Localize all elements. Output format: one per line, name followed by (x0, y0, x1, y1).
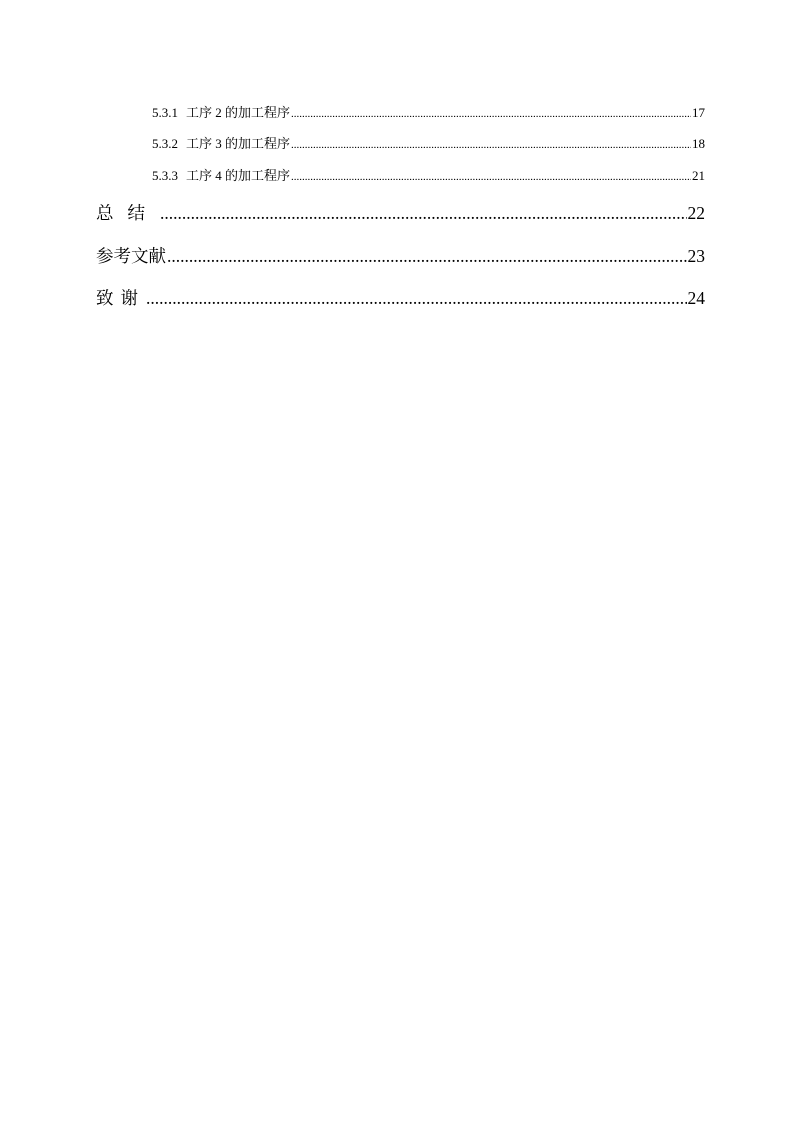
toc-entry-text: 总结 (96, 203, 159, 223)
dot-leader (291, 139, 691, 151)
dot-leader (146, 288, 687, 309)
toc-entry-number: 5.3.3 (152, 168, 178, 183)
toc-entry-title (152, 133, 290, 152)
toc-entry-text: 参考文献 (96, 246, 166, 266)
toc-page-number: 21 (692, 168, 705, 183)
toc-entry-acknowledgements[interactable] (96, 285, 705, 310)
toc-page-number: 24 (687, 288, 705, 308)
toc-entry-number: 5.3.1 (152, 105, 178, 120)
toc-entry-text: 工序 2 的加工程序 (186, 105, 291, 120)
toc-page-number: 22 (687, 203, 705, 223)
dot-leader (167, 246, 687, 267)
toc-page-number: 17 (692, 105, 705, 120)
toc-entry-5-3-1[interactable] (152, 102, 705, 121)
toc-entry-references[interactable] (96, 243, 705, 268)
dot-leader (291, 171, 691, 183)
toc-entry-title (152, 102, 290, 121)
toc-entry-title (152, 165, 290, 184)
dot-leader (160, 203, 687, 224)
toc-page-number: 23 (687, 246, 705, 266)
dot-leader (291, 108, 691, 120)
toc-entry-summary[interactable] (96, 200, 705, 225)
toc-entry-text: 致谢 (96, 288, 145, 308)
toc-entry-text: 工序 3 的加工程序 (186, 136, 291, 151)
toc-entry-number: 5.3.2 (152, 136, 178, 151)
toc-entry-5-3-2[interactable] (152, 133, 705, 152)
toc-entry-5-3-3[interactable] (152, 165, 705, 184)
toc-page-number: 18 (692, 136, 705, 151)
toc-entry-text: 工序 4 的加工程序 (186, 168, 291, 183)
